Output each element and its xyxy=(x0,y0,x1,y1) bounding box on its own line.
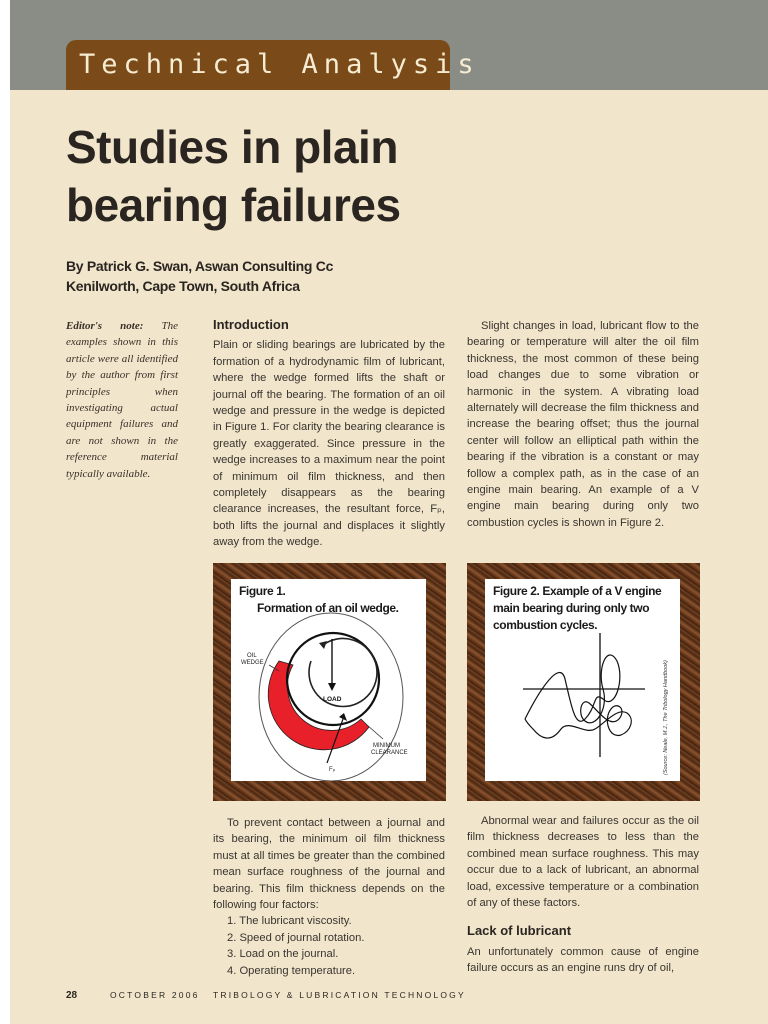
page-margin xyxy=(0,0,10,1024)
figure-2-caption-line-2: main bearing during only two xyxy=(493,601,650,615)
factors-column xyxy=(213,815,445,979)
figure-2-caption-line-1: Figure 2. Example of a V engine xyxy=(493,584,662,598)
byline-location: Kenilworth, Cape Town, South Africa xyxy=(66,278,300,294)
abnormal-wear-paragraph: Abnormal wear and failures occur as the oil film thickness decreases to less than the combined mean surface roughness. This may occur due to a lack of lubricant, an abnormal load, excessive temperature or a combination of any of these factors. xyxy=(467,815,699,910)
title-line-2: bearing failures xyxy=(66,179,401,231)
figure-1 xyxy=(213,563,446,801)
intro-paragraph: Plain or sliding bearings are lubricated by the formation of a hydrodynamic film of lubricant, where the wedge formed lifts the shaft or journal off the bearing. The formation of an oil wedge and pressure in the wedge is depicted in Figure 1. For clarity the bearing clearance is greatly exaggerated. Since pressure in the wedge increases to a maximum near the point of minimum oil film thickness, and then completely disappears as the bearing clearance increases, the resultant force, Fₚ, both lifts the journal and displaces it slightly away from the wedge. xyxy=(213,339,445,549)
editors-note xyxy=(66,318,178,482)
factor-item: 2. Speed of journal rotation. xyxy=(227,931,365,944)
title-line-1: Studies in plain xyxy=(66,121,398,173)
section-label: Technical Analysis xyxy=(79,49,480,80)
page-number: 28 xyxy=(66,990,78,1001)
lack-of-lubricant-paragraph: An unfortunately common cause of engine failure occurs as an engine runs dry of oil, xyxy=(467,945,699,975)
section-tab xyxy=(66,40,480,90)
rotation-arrow xyxy=(309,638,377,706)
journal-path-diagram xyxy=(485,579,680,781)
editors-note-text: The examples shown in this article were all identified by the author from first principles when investigating actual equipment failures and are not shown in the reference material typically available. xyxy=(66,320,178,480)
force-label: Fₚ xyxy=(329,767,336,773)
intro-column xyxy=(213,317,445,551)
journal-center-path xyxy=(525,655,631,738)
factor-item: 3. Load on the journal. xyxy=(227,948,339,961)
factors-list xyxy=(213,913,445,979)
oil-wedge-diagram xyxy=(231,579,426,781)
figure-2-caption-line-3: combustion cycles. xyxy=(493,618,598,632)
article-title xyxy=(66,118,486,234)
clearance-leader xyxy=(367,725,383,739)
load-arrowhead xyxy=(328,683,336,691)
film-thickness-paragraph: To prevent contact between a journal and its bearing, the minimum oil film thickness must at all times be greater than the combined mean surface roughness of the journal and bearing. This film thickness depends on the following four factors: xyxy=(213,817,445,912)
minimum-label: MINIMUM xyxy=(373,743,400,749)
figure-2 xyxy=(467,563,700,801)
right-column-bottom xyxy=(467,813,699,977)
oil-label: OIL xyxy=(247,653,257,659)
wedge-label: WEDGE xyxy=(241,660,264,666)
figure-1-panel xyxy=(231,579,426,781)
figure-1-number: Figure 1. xyxy=(239,584,286,598)
lack-of-lubricant-heading: Lack of lubricant xyxy=(467,923,572,939)
byline xyxy=(66,256,333,296)
vibration-paragraph: Slight changes in load, lubricant flow to the bearing or temperature will alter the oil film thickness, the most common of these being load changes due to some vibration or harmonic in the system. A vibrating load alternately will decrease the film thickness and increase the bearing offset; thus the journal center will follow an elliptical path within the bearing if the vibration is a constant or may follow a complex path, as in the case of an engine main bearing. An example of a V engine main bearing during only two combustion cycles is shown in Figure 2. xyxy=(467,320,699,529)
footer-date: OCTOBER 2006 xyxy=(110,990,200,1000)
footer-publication: TRIBOLOGY & LUBRICATION TECHNOLOGY xyxy=(213,990,466,1000)
editors-note-label: Editor's note: xyxy=(66,320,144,332)
figure-2-source: (Source: Neale, M.J., The Tribology Handbook) xyxy=(663,660,669,775)
figure-1-title: Formation of an oil wedge. xyxy=(257,601,399,615)
rotation-arrowhead xyxy=(319,641,327,649)
load-label: LOAD xyxy=(323,696,342,703)
byline-author: By Patrick G. Swan, Aswan Consulting Cc xyxy=(66,258,334,274)
factor-item: 4. Operating temperature. xyxy=(227,964,356,977)
clearance-label: CLEARANCE xyxy=(371,750,408,756)
intro-heading: Introduction xyxy=(213,317,289,332)
factor-item: 1. The lubricant viscosity. xyxy=(227,915,352,928)
figure-2-panel xyxy=(485,579,680,781)
right-column-top xyxy=(467,318,699,531)
